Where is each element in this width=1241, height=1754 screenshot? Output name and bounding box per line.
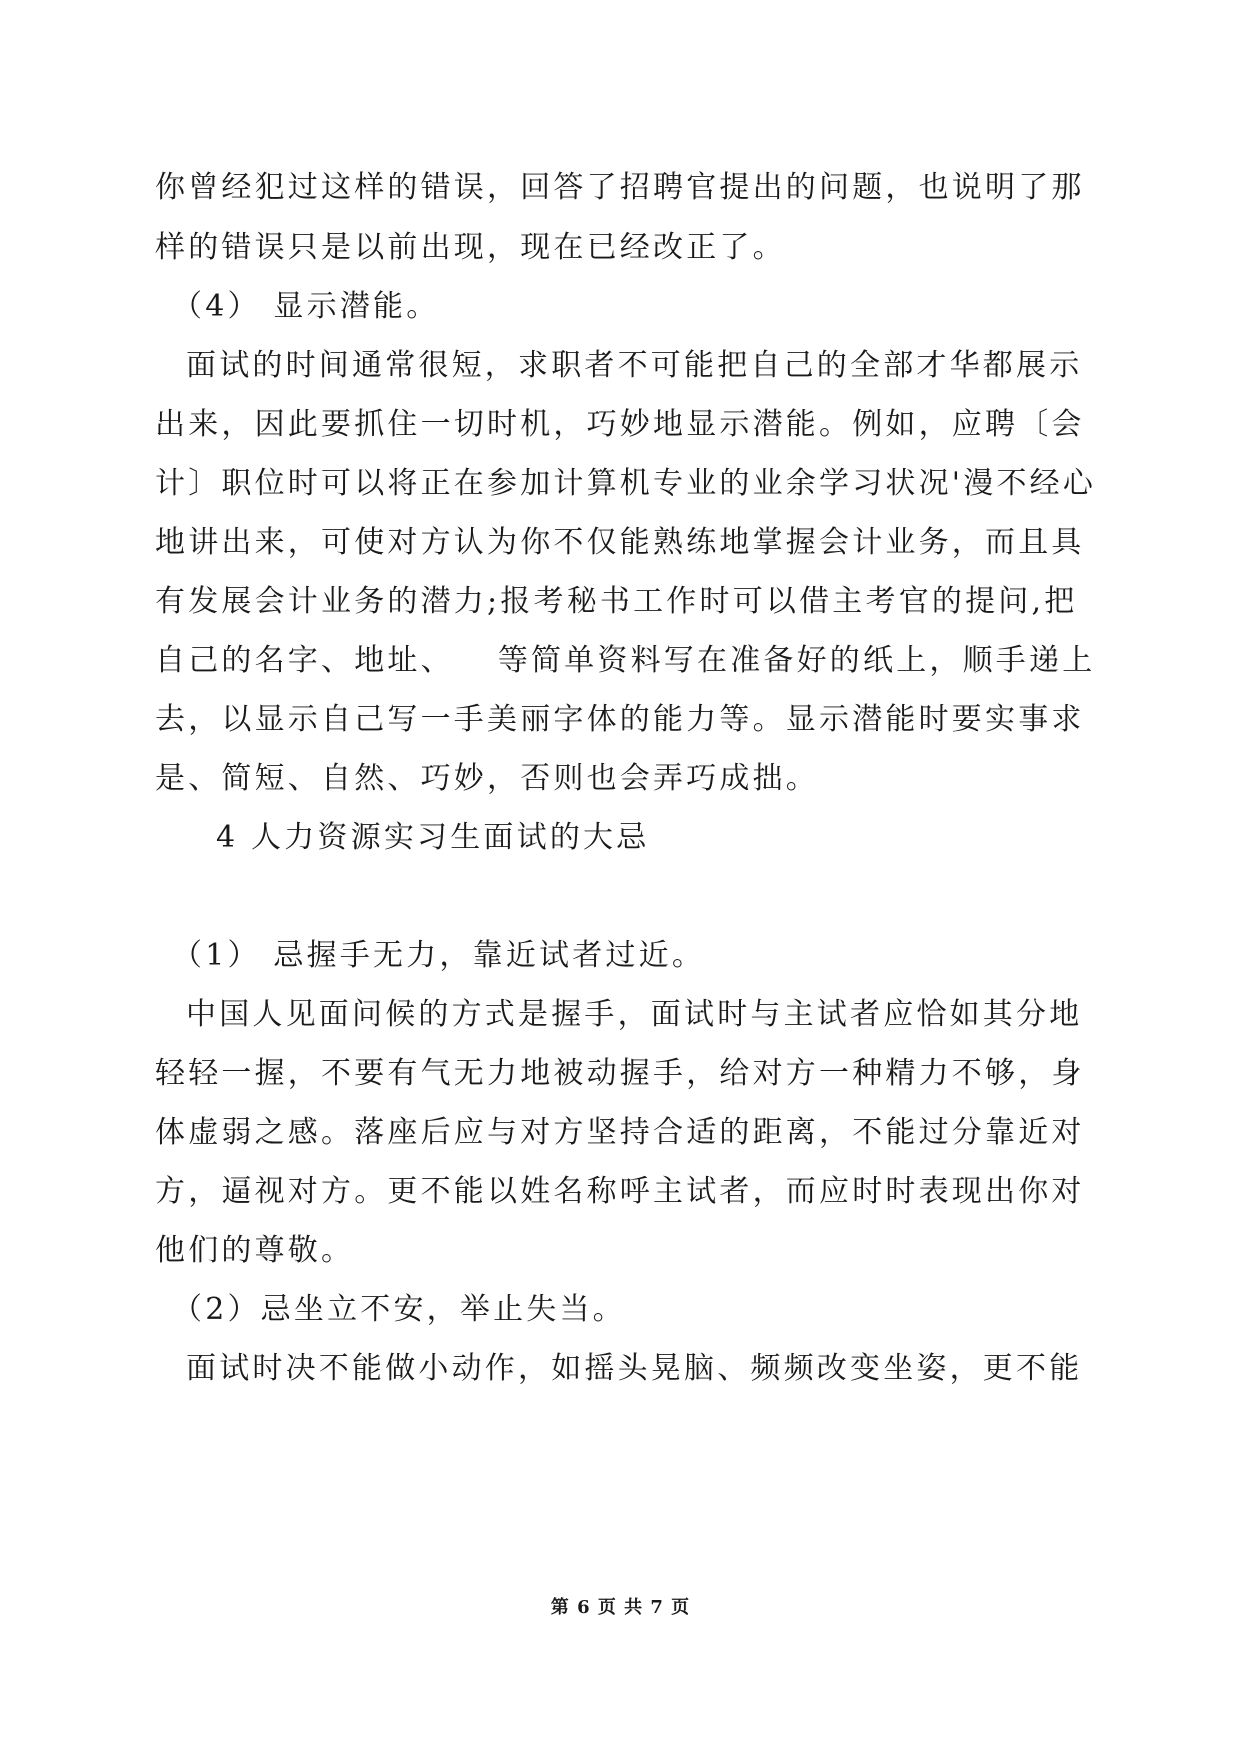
section-heading: （4） 显示潜能。 [172, 289, 440, 324]
body-text-line: 样的错误只是以前出现，现在已经改正了。 [155, 230, 786, 265]
body-text-line: 他们的尊敬。 [155, 1233, 355, 1268]
body-text-line: 方，逼视对方。更不能以姓名称呼主试者，而应时时表现出你对 [155, 1174, 1085, 1209]
body-text-line: 出来，因此要抓住一切时机，巧妙地显示潜能。例如，应聘〔会 [155, 407, 1085, 442]
body-text-line: 面试时决不能做小动作，如摇头晃脑、频频改变坐姿，更不能 [186, 1351, 1083, 1386]
body-text-line: 体虚弱之感。落座后应与对方坚持合适的距离，不能过分靠近对 [155, 1115, 1085, 1150]
text-segment: 等简单资料写在准备好的纸上，顺手递上 [497, 643, 1096, 678]
section-heading: （1） 忌握手无力，靠近试者过近。 [172, 938, 706, 973]
text-segment: 自己的名字、地址、 [155, 643, 454, 678]
section-heading: 4 人力资源实习生面试的大忌 [216, 820, 650, 855]
body-text-line: 你曾经犯过这样的错误，回答了招聘官提出的问题，也说明了那 [155, 170, 1085, 205]
page-number-footer: 第 6 页 共 7 页 [550, 1597, 691, 1618]
body-text-line: 计〕职位时可以将正在参加计算机专业的业余学习状况'漫不经心 [155, 466, 1097, 501]
body-text-line: 是、简短、自然、巧妙，否则也会弄巧成拙。 [155, 761, 819, 796]
body-text-line: 有发展会计业务的潜力;报考秘书工作时可以借主考官的提问,把 [155, 584, 1078, 619]
body-text-line: 地讲出来，可使对方认为你不仅能熟练地掌握会计业务，而且具 [155, 525, 1085, 560]
body-text-line: 轻轻一握，不要有气无力地被动握手，给对方一种精力不够，身 [155, 1056, 1085, 1091]
body-text-line: 去，以显示自己写一手美丽字体的能力等。显示潜能时要实事求 [155, 702, 1085, 737]
body-text-line: 面试的时间通常很短，求职者不可能把自己的全部才华都展示 [186, 348, 1083, 383]
body-text-line [155, 641, 1096, 681]
body-text-line: 中国人见面问候的方式是握手，面试时与主试者应恰如其分地 [186, 997, 1083, 1032]
section-heading: （2）忌坐立不安，举止失当。 [172, 1292, 626, 1327]
